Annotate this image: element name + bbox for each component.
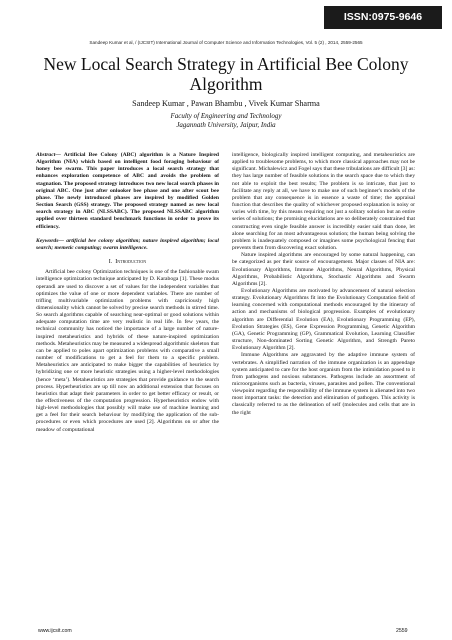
abstract-label: Abstract— <box>36 152 61 158</box>
paper-title: New Local Search Strategy in Artificial Bee Colony Algorithm <box>43 54 409 94</box>
section-heading-introduction <box>36 259 219 266</box>
affiliation <box>40 112 412 130</box>
issn-text: ISSN:0975-9646 <box>343 11 423 23</box>
abstract-text: Artificial Bee Colony (ABC) algorithm is a Nature Inspired Algorithm (NIA) which based on intelligent food foraging behaviour of honey bee swarm. This paper introduces a local search strategy that enhances exploration competence of ABC and avoids the problem of stagnation. The proposed strategy introduces two new local search phases in original ABC. One just after onlooker bee phase and one after scout bee phase. The newly introduced phases are inspired by modified Golden Section Search (GSS) strategy. The proposed strategy named as new local search strategy in ABC (NLSSABC). The proposed NLSSABC algorithm applied over thirteen standard benchmark functions in order to prove its efficiency. <box>36 152 219 230</box>
right-column <box>232 152 415 417</box>
right-paragraph-3: Evolutionary Algorithms are motivated by advancement of natural selection strategy. Evolutionary Algorithms fit into the Evolutionary Computation field of learning concerned with computational methods encouraged by the itinerary of action and mechanisms of biological progression. Examples of evolutionary algorithm are Differential Evolution (EA), Evolutionary Programming (EP), Evolution Strategies (ES), Gene Expression Programming, Genetic Algorithm (GA), Genetic Programming (GP), Grammatical Evolution, Learning Classifier structure, Non-dominated Sorting Genetic Algorithm, and Strength Pareto Evolutionary Algorithm [2]. <box>232 287 415 352</box>
intro-paragraph-1: Artificial bee colony Optimization techniques is one of the fashionable swam intelligence optimization technique anticipated by D. Karaboga [1]. These modus operandi are used to discover a set of values for the independent variables that optimizes the value of one or more dependent variables. There are number of trifling multivariable optimization problems with capriciously high dimensionality which cannot be solved by precise search methods in stirred time. So search algorithms capable of searching near-optimal or good solutions within adequate computation time are very realistic in real life. In few years, the technical community has noticed the importance of a large number of nature-inspired metaheuristics and hybrids of these nature-inspired optimization methods. Metaheuristics may be measured a widespread algorithmic skeleton that can be applied to poles apart optimization problems with comparative a small number of modifications to get a feel for them to a specific problem. Metaheuristics are anticipated to make bigger the capabilities of heuristics by hybridizing one or more heuristic strategies using a higher-level methodologies (hence ‘meta’). Metaheuristics are strategies that provide guidance to the search process. Hyperheuristics are up till now an additional extension that focuses on heuristics that adapt their parameters in order to get better efficacy or result, or the effectiveness of the computation progression. Hyperheuristics endow with high-level methodologies that possibly will make use of machine learning and get a feel for their search behaviour by modifying the application of the sub-procedures or even which procedures are used [2]. Algorithms on or after the meadow of computational <box>36 269 219 433</box>
section-title: Introduction <box>115 259 147 266</box>
running-head: Sandeep Kumar et al, / (IJCSIT) International Journal of Computer Science and Information Technologies, Vol. 5 (2) , 2014, 2559-2565 <box>89 40 363 45</box>
right-paragraph-1: intelligence, biologically inspired intelligent computing, and metaheuristics are applied to troublesome problems, to which more classical approaches may not be significant. Michalewicz and Fogel says that these tribulations are difficult [3] as: they has large number of feasible solutions in the search space due to which they not able to exploit the best results; The problem is so intricate, that just to facilitate any reply at all, we have to make use of such beginner's models of the problem that any consequence is in essence a waste of time; the appraisal function that describes the quality of whichever proposed explanation is noisy or varies with time, by this means requiring not just a solitary solution but an entire series of solutions; the promising elucidations are so deliberately constrained that constructing even single feasible answer is incredibly easier said than done, let alone searching for an most advantageous solution; the human being solving the problem is inadequately composed or imagines some psychological fencing that prevents them from discovering exact solution. <box>232 152 415 252</box>
authors: Sandeep Kumar , Pawan Bhambu , Vivek Kumar Sharma <box>132 99 320 108</box>
keywords <box>36 238 219 252</box>
keywords-label: Keywords— <box>36 237 64 244</box>
affiliation-line-2: Jagannath University, Jaipur, India <box>176 121 276 129</box>
right-paragraph-4: Immune Algorithms are aggravated by the adaptive immune system of vertebrates. A simplified narration of the immune organization is an appendage system anticipated to care for the host organism from the intimidation posed to it from pathogens and noxious substances. Pathogens include an assortment of microorganisms such as bacteria, viruses, parasites and pollen. The conventional viewpoint regarding the responsibility of the immune system is alienated into two most important tasks: the detection and elimination of pathogen. This activity is classically referred to as the delineation of self (molecules and cells that are in the right <box>232 352 415 416</box>
issn-banner <box>324 6 442 29</box>
affiliation-line-1: Faculty of Engineering and Technology <box>170 112 282 120</box>
right-paragraph-2: Nature inspired algorithms are encouraged by some natural happening, can be categorized as per their source of encouragement. Major classes of NIA are: Evolutionary Algorithms, Immune Algorithms, Neural Algorithms, Physical Algorithms, Probabilistic Algorithms, Stochastic Algorithms and Swarm Algorithms [2]. <box>232 252 415 287</box>
section-number: I. <box>108 259 113 266</box>
footer-page-number: 2559 <box>396 628 408 634</box>
keywords-text: artificial bee colony algorithm; nature inspired algorithm; local search; memetic computing; swarm intelligence. <box>36 237 219 251</box>
footer-site: www.ijcsit.com <box>38 628 72 634</box>
left-column <box>36 152 219 434</box>
abstract <box>36 152 219 231</box>
